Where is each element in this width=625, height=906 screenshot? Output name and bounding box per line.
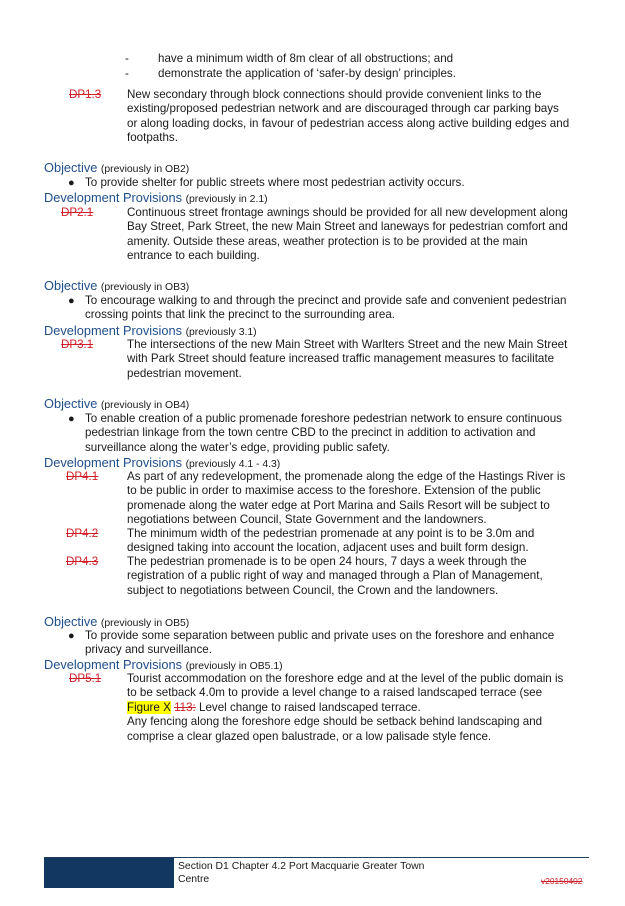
text-line: to be setback 4.0m to provide a level change to a raised landscaped terrace (see — [127, 686, 543, 700]
heading-note: (previously in 2.1) — [185, 194, 268, 205]
provisions-heading-2 — [44, 190, 268, 207]
text-line: To provide shelter for public streets where most pedestrian activity occurs. — [85, 176, 465, 189]
deleted-figure-number: 113: — [174, 700, 196, 714]
provision-code-dp4-3: DP4.3 — [66, 555, 99, 568]
provision-text-dp4-1 — [127, 470, 589, 528]
heading-label: Development Provisions — [44, 657, 182, 672]
text-line: As part of any redevelopment, the promenade along the edge of the Hastings River is — [127, 470, 566, 483]
dash-text: have a minimum width of 8m clear of all obstructions; and — [158, 52, 454, 65]
text-line: pedestrian movement. — [127, 366, 242, 380]
text-line: Any fencing along the foreshore edge should be setback behind landscaping and — [127, 715, 543, 729]
footer-color-block — [44, 858, 174, 888]
text-line: crossing points that link the precinct to the surrounding area. — [85, 308, 395, 322]
provision-code-dp1-3: DP1.3 — [69, 88, 102, 101]
bullet-icon: ● — [68, 295, 75, 307]
text-line: entrance to each building. — [127, 249, 260, 263]
dash-text: demonstrate the application of ‘safer-by design’ principles. — [158, 67, 456, 80]
text-line: New secondary through block connections should provide convenient links to the — [127, 88, 542, 101]
provision-text-dp1-3 — [127, 88, 589, 146]
text-line: Tourist accommodation on the foreshore edge and at the level of the public domain is — [127, 672, 564, 685]
heading-note: (previously 4.1 - 4.3) — [185, 459, 281, 470]
heading-note: (previously in OB2) — [100, 164, 190, 175]
dash-glyph: - — [125, 67, 129, 80]
figure-reference-highlight: Figure X — [127, 700, 171, 714]
provision-code-dp4-1: DP4.1 — [66, 470, 99, 483]
bullet-icon: ● — [68, 413, 75, 425]
text-line: To provide some separation between public and private uses on the foreshore and enhance — [85, 629, 555, 642]
text-line: To encourage walking to and through the precinct and provide safe and convenient pedestrian — [85, 294, 567, 307]
text-line: The intersections of the new Main Street with Warlters Street and the new Main Street — [127, 338, 568, 351]
provision-text-dp2-1 — [127, 206, 589, 264]
bullet-icon: ● — [68, 630, 75, 642]
text-line: The minimum width of the pedestrian promenade at any point is to be 3.0m and — [127, 527, 535, 540]
heading-note: (previously 3.1) — [185, 327, 257, 338]
footer-line: Section D1 Chapter 4.2 Port Macquarie Greater Town — [178, 861, 425, 872]
dash-glyph: - — [125, 52, 129, 65]
text-line: negotiations between Council, State Government and the landowners. — [127, 513, 487, 527]
heading-note: (previously in OB4) — [100, 400, 190, 411]
heading-label: Objective — [44, 614, 98, 629]
heading-label: Development Provisions — [44, 190, 182, 205]
footer-line: Centre — [178, 874, 210, 885]
figure-reference-line — [127, 701, 589, 715]
text-line: with Park Street should feature increased traffic management measures to facilitate — [127, 352, 555, 366]
objective-heading-ob4 — [44, 396, 189, 413]
provision-text-dp5-1 — [127, 672, 589, 744]
objective-heading-ob2 — [44, 160, 189, 177]
text-line: Continuous street frontage awnings should be provided for all new development along — [127, 206, 568, 219]
provision-code-dp2-1: DP2.1 — [61, 206, 94, 219]
heading-label: Objective — [44, 278, 98, 293]
heading-label: Development Provisions — [44, 323, 182, 338]
text-line: footpaths. — [127, 131, 178, 145]
heading-note: (previously in OB5) — [100, 618, 190, 629]
text-line: To enable creation of a public promenade foreshore pedestrian network to ensure continuous — [85, 412, 562, 425]
heading-label: Objective — [44, 160, 98, 175]
provision-text-dp4-3 — [127, 555, 589, 598]
provision-code-dp4-2: DP4.2 — [66, 527, 99, 540]
bullet-icon: ● — [68, 177, 75, 189]
text-line: surveillance along the water’s edge, providing public safety. — [85, 440, 390, 454]
text-line: registration of a public right of way and managed through a Plan of Management, — [127, 569, 543, 583]
provision-text-dp3-1 — [127, 338, 589, 381]
provision-code-dp3-1: DP3.1 — [61, 338, 94, 351]
footer-version: v20150402 — [541, 876, 583, 886]
heading-note: (previously in OB3) — [100, 282, 190, 293]
text-line: amenity. Outside these areas, weather protection is to be provided at the main — [127, 234, 528, 248]
text-line: pedestrian linkage from the town centre CBD to the precinct in addition to activation and — [85, 426, 536, 440]
heading-note: (previously in OB5.1) — [185, 661, 283, 672]
provision-text-dp4-2 — [127, 527, 589, 556]
heading-label: Development Provisions — [44, 455, 182, 470]
heading-label: Objective — [44, 396, 98, 411]
text-line: Bay Street, Park Street, the new Main Street and laneways for pedestrian comfort and — [127, 220, 568, 234]
text-line: The pedestrian promenade is to be open 24 hours, 7 days a week through the — [127, 555, 527, 568]
text-line: privacy and surveillance. — [85, 643, 212, 657]
objective-bullet-text — [85, 629, 590, 658]
objective-bullet-text — [85, 294, 590, 323]
objective-bullet-text — [85, 176, 590, 190]
text-line: existing/proposed pedestrian network and are discouraged through car parking bays — [127, 102, 559, 116]
text-line: or along loading docks, in favour of pedestrian access along active building edges and — [127, 116, 570, 130]
text-line: subject to negotiations between Council, the Crown and the landowners. — [127, 583, 499, 597]
text-line: promenade along the water edge at Port Marina and Sails Resort will be subject to — [127, 498, 550, 512]
provision-code-dp5-1: DP5.1 — [69, 672, 102, 685]
text-line: designed taking into account the location, adjacent uses and built form design. — [127, 541, 529, 555]
footer-section-title — [178, 860, 478, 886]
text-line: comprise a clear glazed open balustrade, or a low palisade style fence. — [127, 729, 492, 743]
objective-heading-ob3 — [44, 278, 189, 295]
text-line: to be public in order to maximise access to the foreshore. Extension of the public — [127, 484, 541, 498]
objective-bullet-text — [85, 412, 590, 455]
figure-caption-text: Level change to raised landscaped terrace. — [195, 700, 421, 714]
